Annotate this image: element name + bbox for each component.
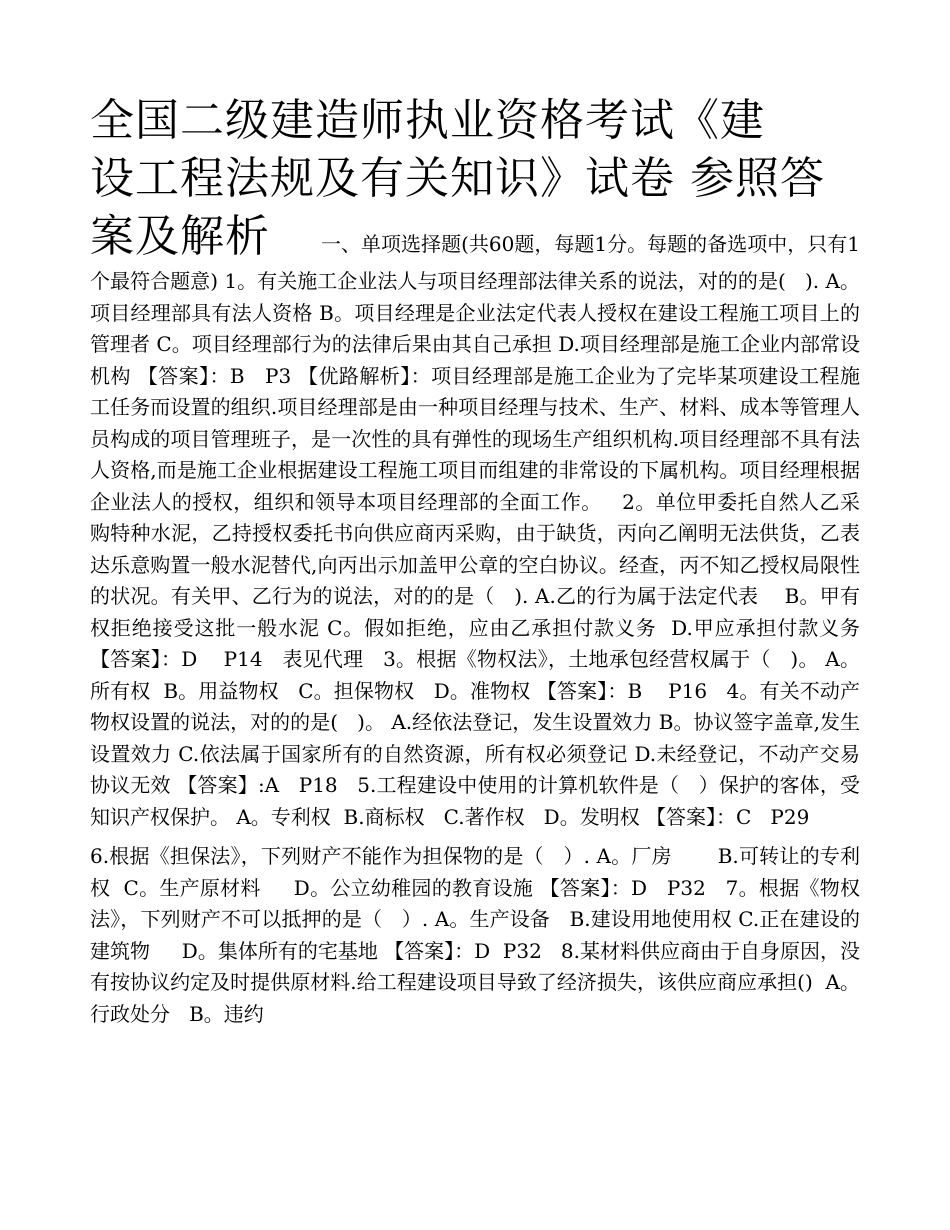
body-paragraph-1 [90,208,867,833]
document-page [90,92,867,1030]
title-line-2: 设工程法规及有关知识》试卷 参照答 [90,153,825,204]
title-line-1: 全国二级建造师执业资格考试《建 [90,95,765,146]
title-line-3: 案及解析 [90,211,271,262]
paragraph-1-text: 一、单项选择题(共60题，每题1分。每题的备选项中，只有1个最符合题意) 1。有关施工企业法人与项目经理部法律关系的说法，对的的是( ). A。项目经理部具有法人资格 B。项目经理是企业法定代表人授权在建设工程施工项目上的管理者 C。项目经理部行为的法律后果由其自己承担 D.项目经理部是施工企业内部常设机构 【答案】：B P3 【优路解析】：项目经理部是施工企业为了完毕某项建设工程施工任务而设置的组织.项目经理部是由一种项目经理与技术、生产、材料、成本等管理人员构成的项目管理班子，是一次性的具有弹性的现场生产组织机构.项目经理部不具有法人资格,而是施工企业根据建设工程施工项目而组建的非常设的下属机构。项目经理根据企业法人的授权，组织和领导本项目经理部的全面工作。 2。单位甲委托自然人乙采购特种水泥，乙持授权委托书向供应商丙采购，由于缺货，丙向乙阐明无法供货，乙表达乐意购置一般水泥替代,向丙出示加盖甲公章的空白协议。经查，丙不知乙授权局限性的状况。有关甲、乙行为的说法，对的的是（ ). A.乙的行为属于法定代表 B。甲有权拒绝接受这批一般水泥 C。假如拒绝，应由乙承担付款义务 D.甲应承担付款义务 【答案】：D P14 表见代理 3。根据《物权法》，土地承包经营权属于（ )。 A。所有权 B。用益物权 C。担保物权 D。准物权 【答案】：B P16 4。有关不动产物权设置的说法，对的的是( )。 A.经依法登记，发生设置效力 B。协议签字盖章,发生设置效力 C.依法属于国家所有的自然资源，所有权必须登记 D.未经登记，不动产交易协议无效 【答案】:A P18 5.工程建设中使用的计算机软件是（ ）保护的客体，受知识产权保护。 A。专利权 B.商标权 C.著作权 D。发明权 【答案】：C P29 [90,232,867,829]
body-paragraph-2: 6.根据《担保法》，下列财产不能作为担保物的是（ ）. A。厂房 B.可转让的专利权 C。生产原材料 D。公立幼稚园的教育设施 【答案】：D P32 7。根据《物权法》，下列财产不可以抵押的是（ ）. A。生产设备 B.建设用地使用权 C.正在建设的建筑物 D。集体所有的宅基地 【答案】：D P32 8.某材料供应商由于自身原因，没有按协议约定及时提供原材料.给工程建设项目导致了经济损失，该供应商应承担() A。行政处分 B。违约 [90,844,860,1026]
paragraph-gap [90,833,860,841]
